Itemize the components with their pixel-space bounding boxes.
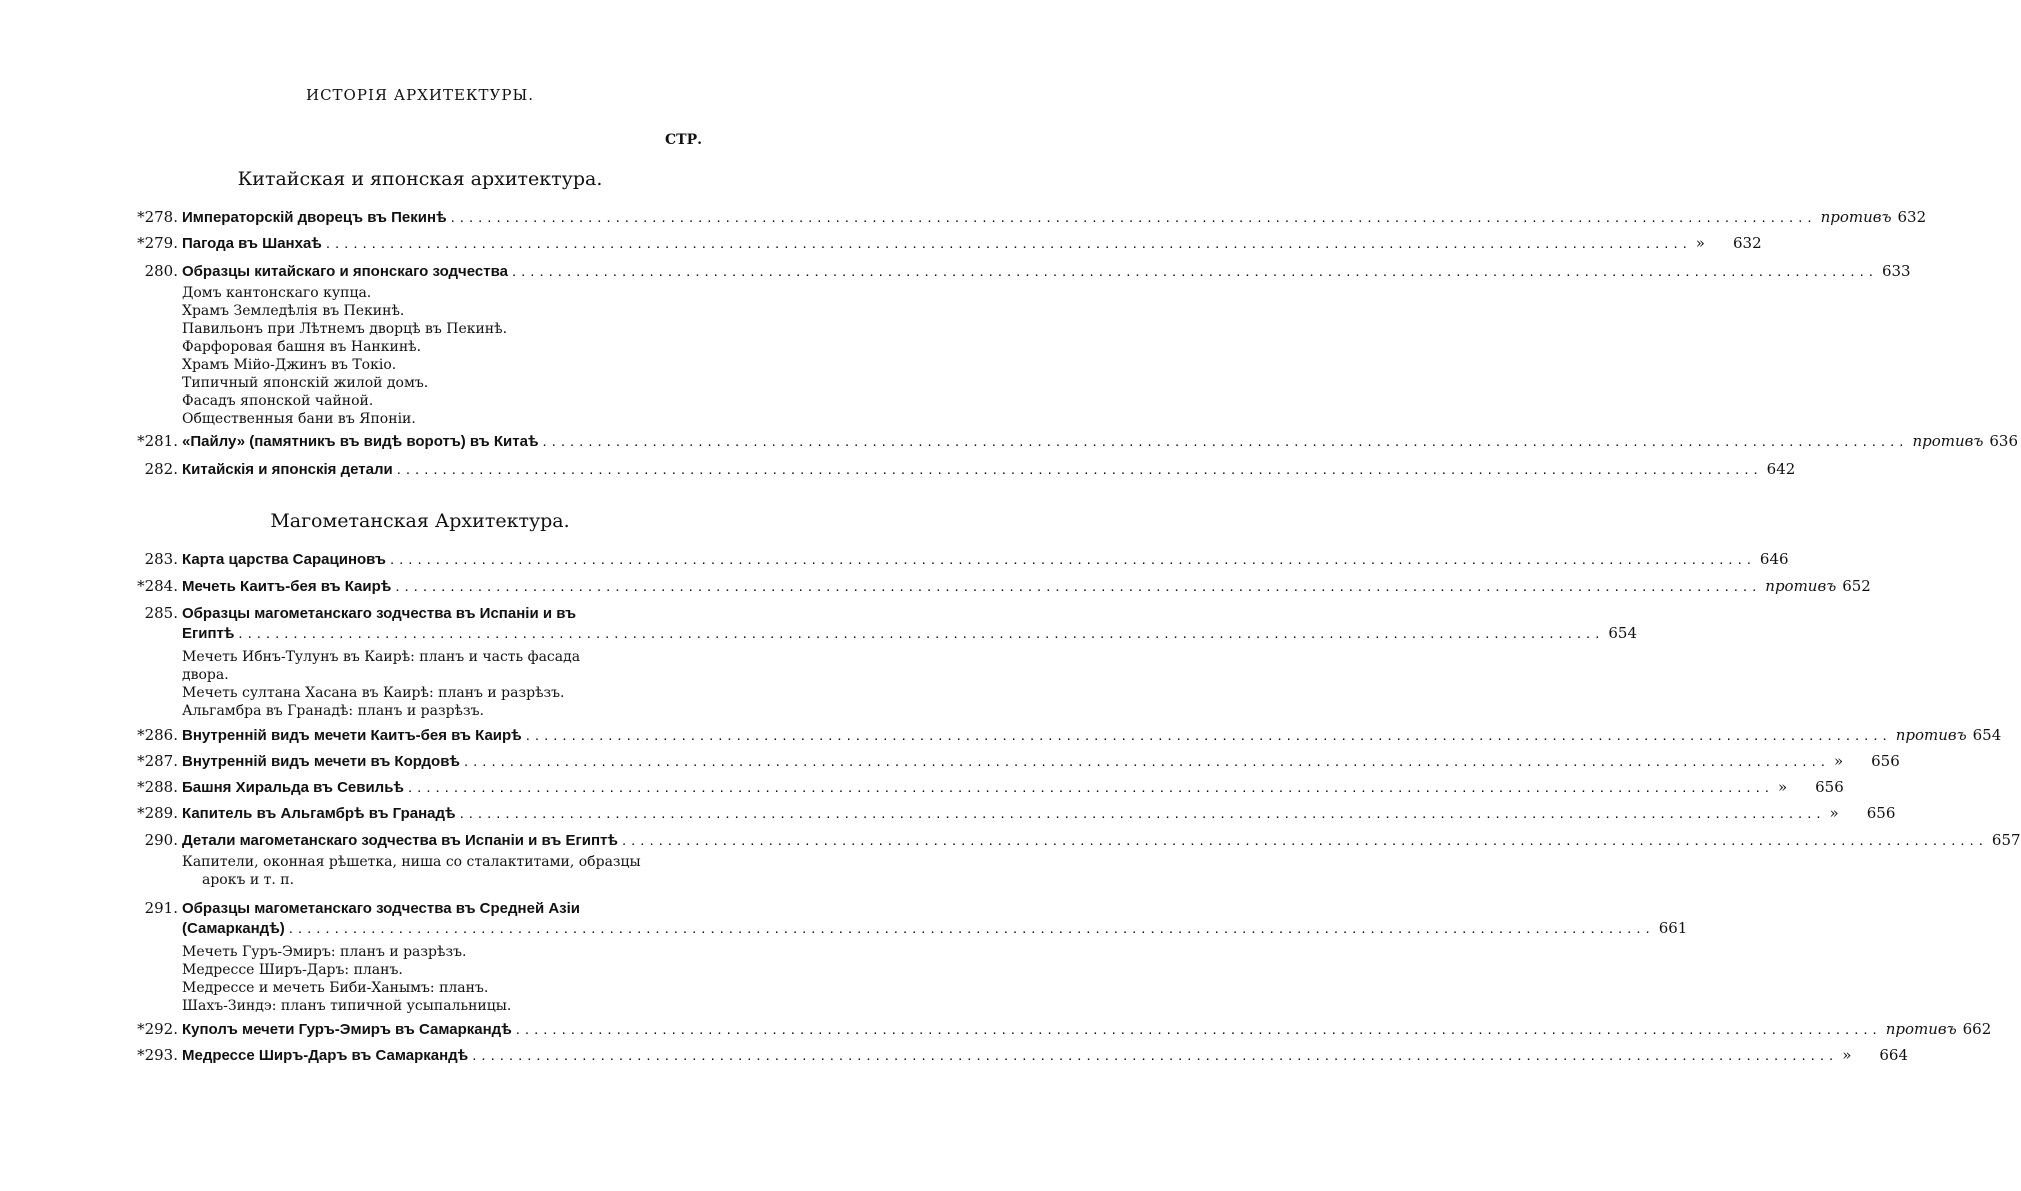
entry-ditto-mark: » — [1695, 234, 1705, 252]
entry-page: 632 — [1897, 208, 1927, 226]
subitem: Фарфоровая башня въ Нанкинѣ. — [182, 339, 422, 355]
section-title-islamic: Магометанская Архитектура. — [270, 510, 570, 532]
entry-number: *288. — [137, 778, 178, 796]
leader-dots — [542, 433, 1908, 450]
entry-number: 280. — [144, 262, 178, 280]
entry-ditto-mark: » — [1833, 752, 1844, 770]
entry-page: 656 — [1871, 752, 1900, 770]
entry-page: 654 — [1972, 726, 2002, 744]
subitem: Общественныя бани въ Японіи. — [182, 411, 416, 427]
entry-page: 656 — [1815, 778, 1844, 796]
entry-page: 632 — [1732, 234, 1762, 252]
entry-title: Мечеть Каитъ-бея въ Каирѣ — [182, 578, 392, 595]
subitem: Фасадъ японской чайной. — [182, 393, 374, 409]
entry-title: Капитель въ Альгамбрѣ въ Гранадѣ — [182, 805, 456, 822]
entry-number: *281. — [137, 432, 178, 450]
entry-number: *284. — [137, 577, 178, 595]
entry-number: *293. — [137, 1046, 178, 1064]
subitem: арокъ и т. п. — [202, 872, 295, 888]
leader-dots — [238, 625, 1604, 642]
entry-page: 661 — [1658, 919, 1688, 937]
entry-title-line-1: Образцы магометанскаго зодчества въ Испаніи и въ — [182, 605, 576, 622]
entry-title: Китайскія и японскія детали — [182, 461, 393, 478]
subitem: Типичный японскій жилой домъ. — [182, 375, 429, 391]
subitem: Мечеть Гуръ-Эмиръ: планъ и разрѣзъ. — [182, 944, 467, 960]
entry-facing-ref: противъ — [1912, 432, 1984, 450]
entry-number: 282. — [144, 460, 178, 478]
subitem: двора. — [182, 667, 229, 683]
entry-page: 654 — [1608, 624, 1638, 642]
leader-dots — [622, 832, 1988, 849]
entry-subitems — [182, 284, 710, 428]
subitem: Медрессе Ширъ-Даръ: планъ. — [182, 962, 403, 978]
entry-title: Башня Хиральда въ Севильѣ — [182, 779, 404, 796]
subitem: Мечеть Ибнъ-Тулунъ въ Каирѣ: планъ и часть фасада — [182, 649, 581, 665]
subitem: Альгамбра въ Гранадѣ: планъ и разрѣзъ. — [182, 703, 484, 719]
entry-page: 636 — [1989, 432, 2018, 450]
leader-dots — [408, 779, 1774, 796]
subitem: Шахъ-Зиндэ: планъ типичной усыпальницы. — [182, 998, 512, 1014]
entry-title: Образцы китайскаго и японскаго зодчества — [182, 263, 508, 280]
entry-number: *287. — [137, 752, 178, 770]
entry-title: Медрессе Ширъ-Даръ въ Самаркандѣ — [182, 1047, 469, 1064]
subitem: Медрессе и мечеть Биби-Ханымъ: планъ. — [182, 980, 489, 996]
leader-dots — [395, 578, 1761, 595]
entry-title-line-2: (Самаркандѣ) — [182, 920, 285, 937]
entry-facing-ref: противъ — [1885, 1020, 1957, 1038]
entry-number: 291. — [144, 899, 178, 917]
entry-page: 633 — [1881, 262, 1911, 280]
entry-page: 656 — [1866, 804, 1896, 822]
leader-dots — [512, 263, 1878, 280]
entry-title: Императорскій дворецъ въ Пекинѣ — [182, 209, 447, 226]
entry-ditto-mark: » — [1777, 778, 1788, 796]
leader-dots — [472, 1047, 1838, 1064]
subitem: Домъ кантонскаго купца. — [182, 285, 372, 301]
subitem: Храмъ Земледѣлія въ Пекинѣ. — [182, 303, 405, 319]
entry-title: Пагода въ Шанхаѣ — [182, 235, 322, 252]
leader-dots — [289, 920, 1655, 937]
entry-title: Внутренній видъ мечети Каитъ-бея въ Каирѣ — [182, 727, 522, 744]
entry-subitems — [182, 853, 710, 889]
entry-number: 285. — [144, 604, 178, 622]
entry-title: Карта царства Сарациновъ — [182, 551, 386, 568]
entry-facing-ref: противъ — [1820, 208, 1892, 226]
entry-facing-ref: противъ — [1895, 726, 1967, 744]
page-column-label: СТР. — [665, 132, 702, 148]
leader-dots — [460, 805, 1826, 822]
entry-page: 657 — [1991, 831, 2021, 849]
entry-number: 290. — [144, 831, 178, 849]
entry-ditto-mark: » — [1842, 1046, 1852, 1064]
leader-dots — [464, 753, 1830, 770]
entry-facing-ref: противъ — [1765, 577, 1837, 595]
leader-dots — [516, 1021, 1882, 1038]
entry-page: 646 — [1759, 550, 1789, 568]
entry-number: 283. — [144, 550, 178, 568]
subitem: Храмъ Мійо-Джинъ въ Токіо. — [182, 357, 397, 373]
leader-dots — [397, 461, 1763, 478]
entry-number: *292. — [137, 1020, 178, 1038]
entry-title: «Пайлу» (памятникъ въ видѣ воротъ) въ Китаѣ — [182, 433, 539, 450]
entry-title: Куполъ мечети Гуръ-Эмиръ въ Самаркандѣ — [182, 1021, 512, 1038]
entry-number: *289. — [137, 804, 178, 822]
entry-page: 664 — [1879, 1046, 1909, 1064]
leader-dots — [526, 727, 1892, 744]
entry-page: 662 — [1962, 1020, 1992, 1038]
subitem: Капители, оконная рѣшетка, ниша со сталактитами, образцы — [182, 854, 641, 870]
entry-title: Детали магометанскаго зодчества въ Испаніи и въ Египтѣ — [182, 832, 618, 849]
entry-ditto-mark: » — [1829, 804, 1839, 822]
entry-number: *278. — [137, 208, 178, 226]
running-header: ИСТОРІЯ АРХИТЕКТУРЫ. — [305, 86, 534, 104]
entry-subitems — [182, 648, 710, 720]
entry-title: Внутренній видъ мечети въ Кордовѣ — [182, 753, 460, 770]
entry-subitems — [182, 943, 710, 1015]
subitem: Павильонъ при Лѣтнемъ дворцѣ въ Пекинѣ. — [182, 321, 508, 337]
leader-dots — [451, 209, 1817, 226]
leader-dots — [326, 235, 1692, 252]
subitem: Мечеть султана Хасана въ Каирѣ: планъ и разрѣзъ. — [182, 685, 565, 701]
entry-title-line-1: Образцы магометанскаго зодчества въ Средней Азіи — [182, 900, 581, 917]
entry-page: 652 — [1842, 577, 1871, 595]
entry-page: 642 — [1766, 460, 1796, 478]
entry-number: *279. — [137, 234, 178, 252]
leader-dots — [390, 551, 1756, 568]
entry-number: *286. — [137, 726, 178, 744]
section-title-chinese-japanese: Китайская и японская архитектура. — [237, 168, 603, 190]
entry-title-line-2: Египтѣ — [182, 625, 235, 642]
